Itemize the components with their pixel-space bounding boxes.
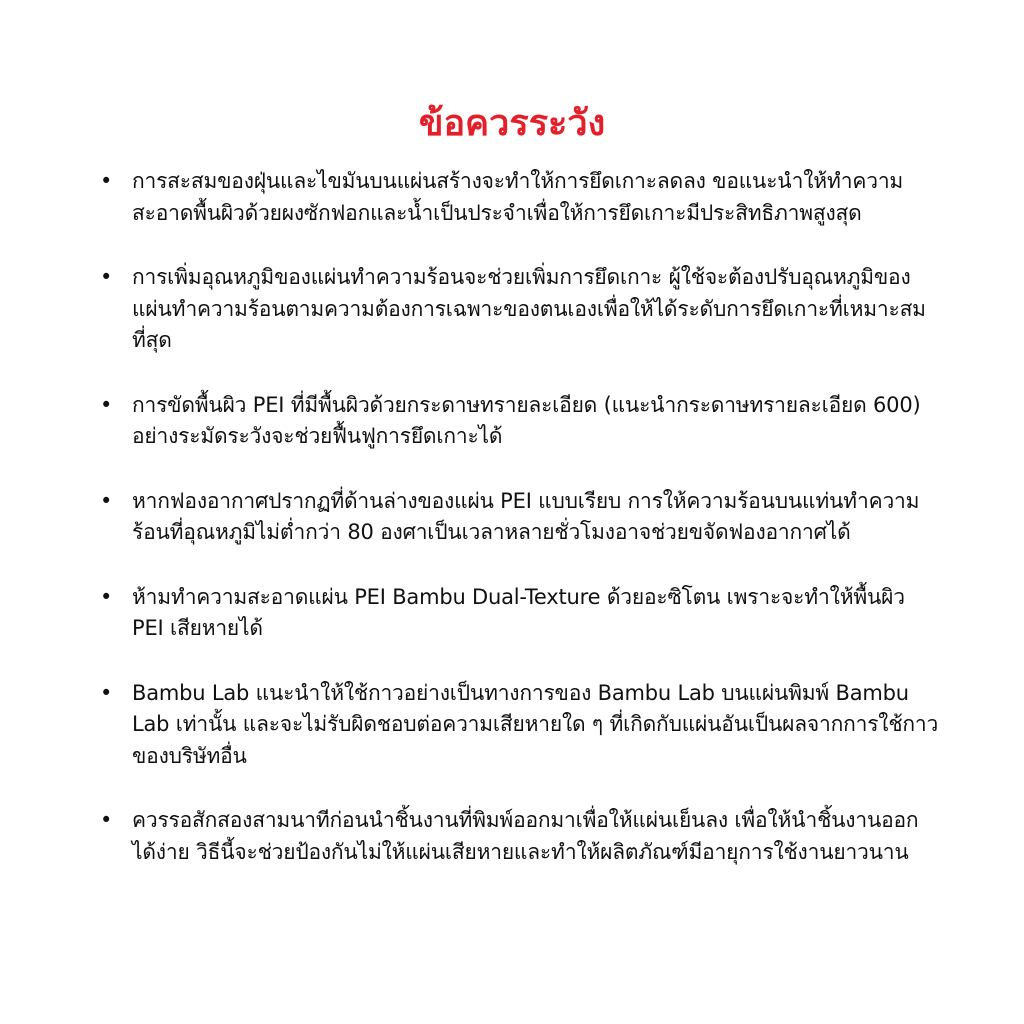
bullet-icon: • [100, 265, 113, 289]
bullet-icon: • [100, 392, 113, 417]
bullet-icon: • [100, 808, 113, 832]
list-item-text: ห้ามทำความสะอาดแผ่น PEI Bambu Dual-Texture ด้วยอะซิโตน เพราะจะทำให้พื้นผิว PEI เสียหายได้ [132, 584, 905, 640]
list-item [95, 166, 940, 229]
list-item-text: การสะสมของฝุ่นและไขมันบนแผ่นสร้างจะทำให้การยึดเกาะลดลง ขอแนะนำให้ทำความสะอาดพื้นผิวด้วยผงซักฟอกและน้ำเป็นประจำเพื่อให้การยึดเกาะมีประสิทธิภาพสูงสุด [132, 169, 904, 225]
list-item [95, 678, 940, 773]
bullet-icon: • [100, 680, 113, 705]
list-item [95, 390, 940, 453]
bullet-icon: • [100, 169, 113, 193]
list-item-text: Bambu Lab แนะนำให้ใช้กาวอย่างเป็นทางการของ Bambu Lab บนแผ่นพิมพ์ Bambu Lab เท่านั้น และจะไม่รับผิดชอบต่อความเสียหายใด ๆ ที่เกิดกับแผ่นอันเป็นผลจากการใช้กาวของบริษัทอื่น [132, 680, 939, 768]
page-title: ข้อควรระวัง [418, 103, 606, 144]
bullet-icon: • [100, 584, 113, 609]
list-item-text: การขัดพื้นผิว PEI ที่มีพื้นผิวด้วยกระดาษทรายละเอียด (แนะนำกระดาษทรายละเอียด 600) อย่างระมัดระวังจะช่วยฟื้นฟูการยึดเกาะได้ [132, 392, 921, 448]
bullet-icon: • [100, 488, 113, 513]
list-item-text: หากฟองอากาศปรากฏที่ด้านล่างของแผ่น PEI แบบเรียบ การให้ความร้อนบนแท่นทำความร้อนที่อุณหภูมิไม่ต่ำกว่า 80 องศาเป็นเวลาหลายชั่วโมงอาจช่วยขจัดฟองอากาศได้ [132, 488, 920, 544]
list-item-text: ควรรอสักสองสามนาทีก่อนนำชิ้นงานที่พิมพ์ออกมาเพื่อให้แผ่นเย็นลง เพื่อให้นำชิ้นงานออกได้ง่าย วิธีนี้จะช่วยป้องกันไม่ให้แผ่นเสียหายและทำให้ผลิตภัณฑ์มีอายุการใช้งานยาวนาน [132, 808, 919, 864]
caution-list [95, 166, 940, 868]
list-item-text: การเพิ่มอุณหภูมิของแผ่นทำความร้อนจะช่วยเพิ่มการยึดเกาะ ผู้ใช้จะต้องปรับอุณหภูมิของแผ่นทำความร้อนตามความต้องการเฉพาะของตนเองเพื่อให้ได้ระดับการยึดเกาะที่เหมาะสมที่สุด [132, 265, 926, 352]
list-item [95, 486, 940, 549]
list-item [95, 582, 940, 645]
list-item [95, 262, 940, 357]
list-item [95, 805, 940, 868]
